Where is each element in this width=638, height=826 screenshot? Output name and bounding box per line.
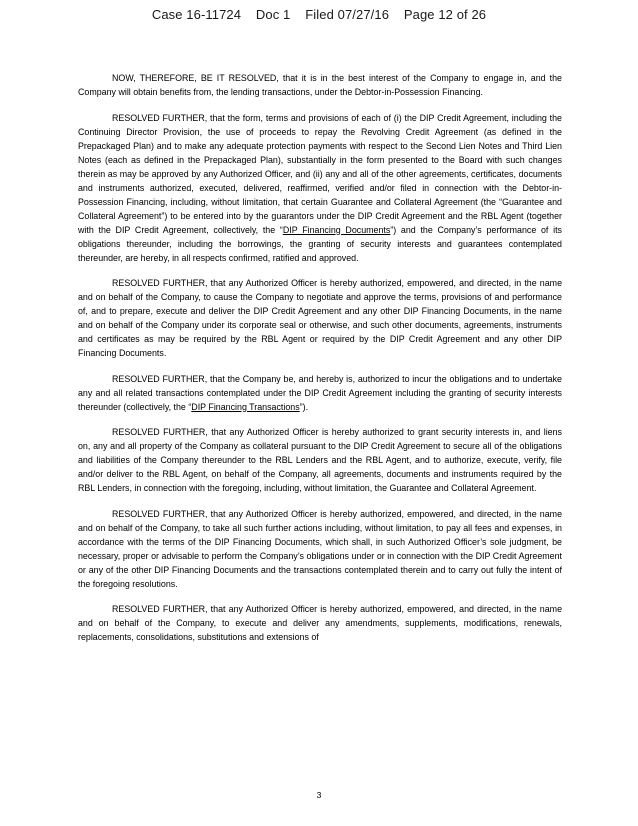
defined-term: DIP Financing Transactions xyxy=(191,401,300,412)
resolution-paragraph: NOW, THEREFORE, BE IT RESOLVED, that it is in the best interest of the Company to engage in, and the Company will obtain benefits from, the lending transactions, under the Debtor-in-Possession Financing. xyxy=(78,73,562,97)
document-body xyxy=(78,71,562,656)
court-filing-stamp: Case 16-11724 Doc 1 Filed 07/27/16 Page 12 of 26 xyxy=(151,7,487,22)
paragraph-text: RESOLVED FURTHER, that the form, terms and provisions of each of (i) the DIP Credit Agreement, including the Continuing Director Provision, the use of proceeds to repay the Revolving Credit Agreement (as defined in the Prepackaged Plan) and to make any adequate protection payments with respect to the Second Lien Notes and Third Lien Notes (each as defined in the Prepackaged Plan), substantially in the form presented to the Board with such changes therein as may be approved by any Authorized Officer, and (ii) any and all of the other agreements, certificates, documents and instruments authorized, executed, delivered, reaffirmed, verified and/or filed in connection with the Debtor-in-Possession Financing, including, without limitation, that certain Guarantee and Collateral Agreement (the “Guarantee and Collateral Agreement”) to be entered into by the guarantors under the DIP Credit Agreement and the RBL Agent (together with the DIP Credit Agreement, collectively, the “ xyxy=(78,112,562,235)
paragraph-text: RESOLVED FURTHER, that the Company be, and hereby is, authorized to incur the obligations and to undertake any and all related transactions contemplated under the DIP Credit Agreement including the granting of security interests thereunder (collectively, the “ xyxy=(78,373,562,412)
page-number: 3 xyxy=(316,790,322,800)
resolution-paragraph: RESOLVED FURTHER, that any Authorized Officer is hereby authorized, empowered, and directed, in the name and on behalf of the Company, to take all such further actions including, without limitation, to pay all fees and expenses, in accordance with the terms of the DIP Financing Documents, which shall, in such Authorized Officer’s sole judgment, be necessary, proper or advisable to perform the Company’s obligations under or in connection with the DIP Credit Agreement or any of the other DIP Financing Documents and the transactions contemplated therein and to carry out fully the intent of the foregoing resolutions. xyxy=(78,508,562,589)
paragraph-text: ”). xyxy=(299,401,309,412)
resolution-paragraph: RESOLVED FURTHER, that any Authorized Officer is hereby authorized to grant security interests in, and liens on, any and all property of the Company as collateral pursuant to the DIP Credit Agreement to secure all of the obligations and liabilities of the Company thereunder to the RBL Lenders and the RBL Agent, and to authorize, execute, verify, file and/or deliver to the RBL Agent, on behalf of the Company, all agreements, documents and instruments required by the RBL Lenders, in connection with the foregoing, including, without limitation, the Guarantee and Collateral Agreement. xyxy=(78,427,562,493)
resolution-paragraph: RESOLVED FURTHER, that any Authorized Officer is hereby authorized, empowered, and directed, in the name and on behalf of the Company, to cause the Company to negotiate and approve the terms, provisions of and performance of, and to prepare, execute and deliver the DIP Credit Agreement and any other DIP Financing Documents, in the name and on behalf of the Company under its corporate seal or otherwise, and such other documents, agreements, instruments and certificates as may be required by the RBL Agent or required by the DIP Credit Agreement and any other DIP Financing Documents. xyxy=(78,278,562,358)
defined-term: DIP Financing Documents xyxy=(282,224,391,235)
resolution-paragraph xyxy=(78,111,562,265)
resolution-paragraph: RESOLVED FURTHER, that any Authorized Officer is hereby authorized, empowered, and directed, in the name and on behalf of the Company, to execute and deliver any amendments, supplements, modifications, renewals, replacements, consolidations, substitutions and extensions of xyxy=(78,604,562,642)
paragraph-text: ”) and the Company’s performance of its obligations thereunder, including the borrowings, the granting of security interests and guarantees contemplated thereunder, are hereby, in all respects confirmed, ratified and approved. xyxy=(78,224,562,263)
resolution-paragraph xyxy=(78,372,562,414)
